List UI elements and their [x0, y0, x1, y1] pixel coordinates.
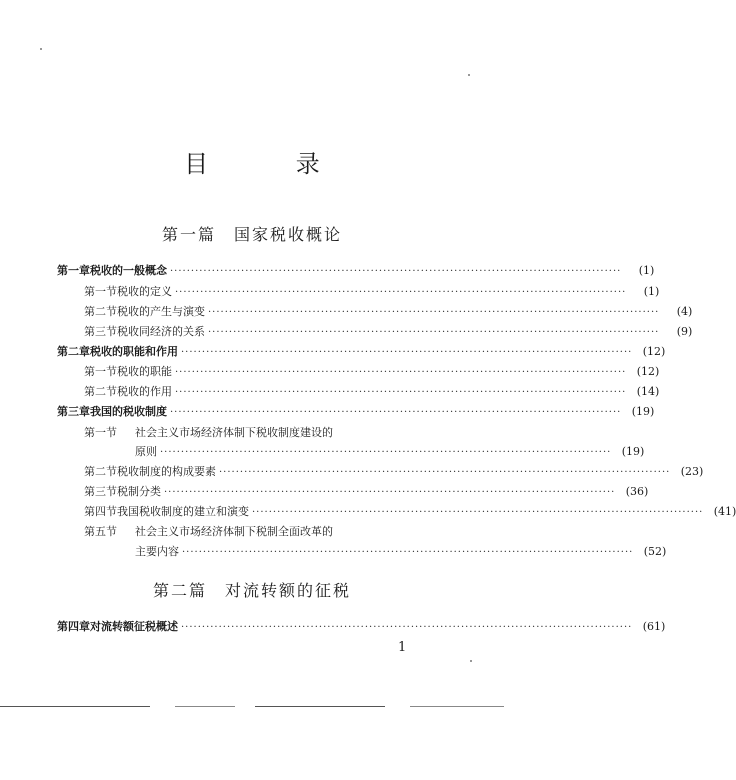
toc-section[interactable] [84, 523, 404, 543]
leader-dots: ············································································································ [175, 387, 627, 398]
section-number: 第五节 [84, 525, 117, 538]
section-title: 社会主义市场经济体制下税制全面改革的 [135, 525, 333, 538]
chapter-title: 税收的一般概念 [90, 264, 167, 277]
toc-chapter-1[interactable] [57, 262, 655, 282]
toc-section[interactable] [84, 483, 649, 503]
section-title: 税收的产生与演变 [117, 305, 205, 318]
leader-dots: ············································································································ [208, 307, 660, 318]
toc-section[interactable] [84, 463, 704, 483]
section-title: 税收制度的构成要素 [117, 465, 216, 478]
part-label: 第二篇 [152, 581, 207, 600]
leader-dots: ············································································································ [208, 327, 660, 338]
scan-line [255, 706, 385, 707]
part-heading-2 [0, 578, 504, 601]
section-number: 第一节 [84, 285, 117, 298]
scan-speck [468, 74, 470, 76]
page-ref: (14) [636, 385, 660, 398]
section-number: 第四节 [84, 505, 117, 518]
section-title: 社会主义市场经济体制下税收制度建设的 [135, 426, 333, 439]
page-ref: (61) [642, 620, 666, 633]
section-title: 主要内容 [135, 545, 179, 558]
chapter-title: 我国的税收制度 [90, 405, 167, 418]
page-ref: (12) [636, 365, 660, 378]
toc-section[interactable] [84, 303, 693, 323]
toc-section[interactable] [84, 383, 660, 403]
leader-dots: ············································································································ [160, 447, 612, 458]
section-number: 第三节 [84, 325, 117, 338]
page-number: 1 [398, 640, 407, 655]
toc-chapter-4[interactable] [57, 618, 666, 638]
chapter-number: 第四章 [57, 620, 90, 633]
toc-section[interactable] [84, 323, 693, 343]
page-ref: (19) [631, 405, 655, 418]
toc-section[interactable] [84, 503, 736, 523]
page-title: 目 录 [184, 150, 360, 178]
leader-dots: ············································································································ [164, 487, 616, 498]
toc-section-continued[interactable] [135, 443, 645, 463]
chapter-title: 税收的职能和作用 [90, 345, 178, 358]
leader-dots: ············································································································ [252, 507, 704, 518]
section-number: 第一节 [84, 426, 117, 439]
leader-dots: ············································································································ [219, 467, 671, 478]
chapter-number: 第一章 [57, 264, 90, 277]
section-title: 原则 [135, 445, 157, 458]
page-ref: (1) [638, 264, 655, 277]
scan-line [410, 706, 504, 707]
part-label: 第一篇 [161, 225, 216, 244]
page-ref: (52) [643, 545, 667, 558]
scan-speck [470, 660, 472, 662]
toc-section[interactable] [84, 363, 660, 383]
page-ref: (41) [713, 505, 736, 518]
leader-dots: ············································································································ [181, 347, 633, 358]
scan-speck [40, 48, 42, 50]
page-ref: (1) [643, 285, 660, 298]
page-ref: (12) [642, 345, 666, 358]
section-title: 税收的职能 [117, 365, 172, 378]
toc-chapter-3[interactable] [57, 403, 655, 423]
part-name: 对流转额的征税 [225, 581, 352, 600]
page-ref: (23) [680, 465, 704, 478]
section-title: 税收同经济的关系 [117, 325, 205, 338]
leader-dots: ············································································································ [175, 367, 627, 378]
toc-section[interactable] [84, 283, 660, 303]
chapter-number: 第二章 [57, 345, 90, 358]
page-ref: (9) [676, 325, 693, 338]
part-name: 国家税收概论 [234, 225, 343, 244]
chapter-number: 第三章 [57, 405, 90, 418]
toc-section[interactable] [84, 424, 404, 444]
leader-dots: ············································································································ [170, 407, 622, 418]
section-number: 第一节 [84, 365, 117, 378]
section-number: 第三节 [84, 485, 117, 498]
section-number: 第二节 [84, 305, 117, 318]
part-heading-1 [0, 222, 504, 245]
leader-dots: ············································································································ [181, 622, 633, 633]
scan-line [175, 706, 235, 707]
chapter-title: 对流转额征税概述 [90, 620, 178, 633]
section-number: 第二节 [84, 465, 117, 478]
section-title: 税制分类 [117, 485, 161, 498]
page-ref: (36) [625, 485, 649, 498]
leader-dots: ············································································································ [175, 287, 627, 298]
toc-chapter-2[interactable] [57, 343, 666, 363]
scan-line [0, 706, 150, 707]
section-title: 我国税收制度的建立和演变 [117, 505, 249, 518]
leader-dots: ············································································································ [182, 547, 634, 558]
section-title: 税收的定义 [117, 285, 172, 298]
page-ref: (4) [676, 305, 693, 318]
leader-dots: ············································································································ [170, 266, 622, 277]
section-title: 税收的作用 [117, 385, 172, 398]
section-number: 第二节 [84, 385, 117, 398]
toc-section-continued[interactable] [135, 543, 667, 563]
page-ref: (19) [621, 445, 645, 458]
